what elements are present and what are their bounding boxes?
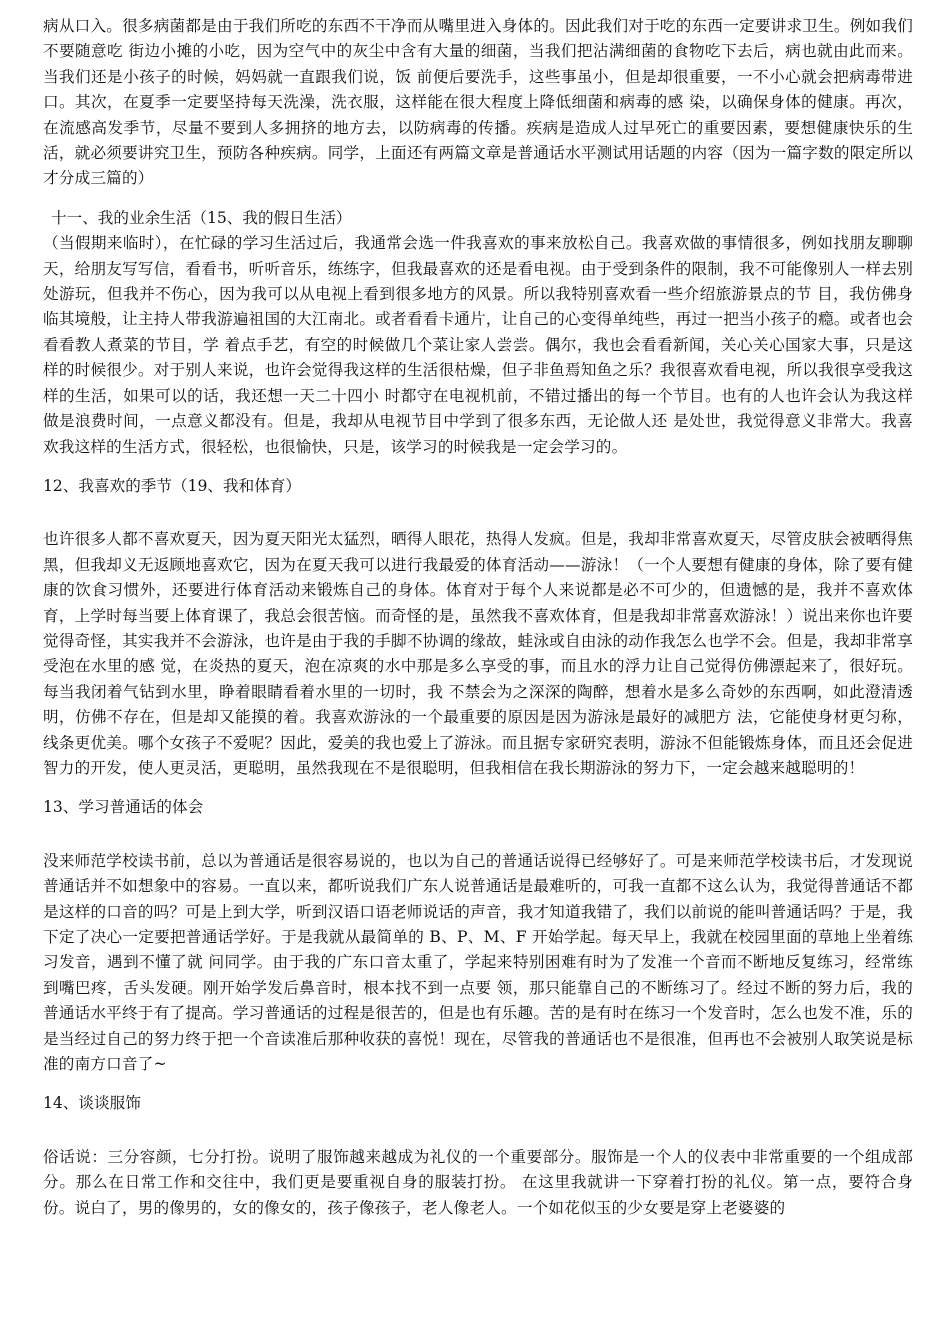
document-page (43, 14, 913, 1221)
heading-favorite-season: 12、我喜欢的季节（19、我和体育） (43, 476, 301, 495)
heading-spare-time: 十一、我的业余生活（15、我的假日生活） (51, 208, 352, 227)
paragraph-hygiene: 病从口入。很多病菌都是由于我们所吃的东西不干净而从嘴里进入身体的。因此我们对于吃的东西一定要讲求卫生。例如我们不要随意吃 街边小摊的小吃，因为空气中的灰尘中含有大量的细菌，当我们把沾满细菌的食物吃下去后，病也就由此而来。当我们还是小孩子的时候，妈妈就一直跟我们说，饭 前便后要洗手，这些事虽小，但是却很重要，一不小心就会把病毒带进口。其次，在夏季一定要坚持每天洗澡，洗衣服，这样能在很大程度上降低细菌和病毒的感 染，以确保身体的健康。再次，在流感高发季节，尽量不要到人多拥挤的地方去，以防病毒的传播。疾病是造成人过早死亡的重要因素，要想健康快乐的生活，就必须要讲究卫生，预防各种疾病。同学，上面还有两篇文章是普通话水平测试用话题的内容（因为一篇字数的限定所以才分成三篇的） (43, 17, 913, 188)
paragraph-favorite-season: 也许很多人都不喜欢夏天，因为夏天阳光太猛烈，晒得人眼花，热得人发疯。但是，我却非常喜欢夏天，尽管皮肤会被晒得焦黑，但我却义无返顾地喜欢它，因为在夏天我可以进行我最爱的体育活动——游泳！（一个人要想有健康的身体，除了要有健康的饮食习惯外，还要进行体育活动来锻炼自己的身体。体育对于每个人来说都是必不可少的，但遗憾的是，我并不喜欢体育，上学时每当要上体育课了，我总会很苦恼。而奇怪的是，虽然我不喜欢体育，但是我却非常喜欢游泳！）说出来你也许要觉得奇怪，其实我并不会游泳，也许是由于我的手脚不协调的缘故，蛙泳或自由泳的动作我怎么也学不会。但是，我却非常享受泡在水里的感 觉，在炎热的夏天，泡在凉爽的水中那是多么享受的事，而且水的浮力让自己觉得仿佛漂起来了，很好玩。每当我闭着气钻到水里，睁着眼睛看着水里的一切时，我 不禁会为之深深的陶醉，想着水是多么奇妙的东西啊，如此澄清透明，仿佛不存在，但是却又能摸的着。我喜欢游泳的一个最重要的原因是因为游泳是最好的减肥方 法，它能使身材更匀称，线条更优美。哪个女孩子不爱呢？因此，爱美的我也爱上了游泳。而且据专家研究表明，游泳不但能锻炼身体，而且还会促进智力的开发，使人更灵活，更聪明，虽然我现在不是很聪明，但我相信在我长期游泳的努力下，一定会越来越聪明的！ (43, 530, 913, 777)
heading-clothing: 14、谈谈服饰 (43, 1094, 141, 1113)
paragraph-clothing: 俗话说：三分容颜，七分打扮。说明了服饰越来越成为礼仪的一个重要部分。服饰是一个人的仪表中非常重要的一个组成部分。那么在日常工作和交往中，我们更是要重视自身的服装打扮。 在这里我就讲一下穿着打扮的礼仪。第一点，要符合身份。说白了，男的像男的，女的像女的，孩子像孩子，老人像老人。一个如花似玉的少女要是穿上老婆婆的 (43, 1147, 913, 1217)
paragraph-spare-time: （当假期来临时），在忙碌的学习生活过后，我通常会选一件我喜欢的事来放松自己。我喜欢做的事情很多，例如找朋友聊聊天，给朋友写写信，看看书，听听音乐，练练字，但我最喜欢的还是看电视。由于受到条件的限制，我不可能像别人一样去别处游玩，但我并不伤心，因为我可以从电视上看到很多地方的风景。所以我特别喜欢看一些介绍旅游景点的节 目，我仿佛身临其境般，让主持人带我游遍祖国的大江南北。或者看看卡通片，让自己的心变得单纯些，再过一把当小孩子的瘾。或者也会看看教人煮菜的节目，学 着点手艺，有空的时候做几个菜让家人尝尝。偶尔，我也会看看新闻，关心关心国家大事，只是这样的时候很少。对于别人来说，也许会觉得我这样的生活很枯燥，但子非鱼焉知鱼之乐？我很喜欢看电视，所以我很享受我这样的生活，如果可以的话，我还想一天二十四小 时都守在电视机前，不错过播出的每一个节目。也有的人也许会认为我这样做是浪费时间，一点意义都没有。但是，我却从电视节目中学到了很多东西，无论做人还 是处世，我觉得意义非常大。我喜欢我这样的生活方式，很轻松，也很愉快，只是，该学习的时候我是一定会学习的。 (43, 234, 913, 456)
paragraph-learning-mandarin: 没来师范学校读书前，总以为普通话是很容易说的，也以为自己的普通话说得已经够好了。可是来师范学校读书后，才发现说普通话并不如想象中的容易。一直以来，都听说我们广东人说普通话是最难听的，可我一直都不这么认为，我觉得普通话不都是这样的口音的吗？可是上到大学，听到汉语口语老师说话的声音，我才知道我错了，我们以前说的能叫普通话吗？于是，我下定了决心一定要把普通话学好。于是我就从最简单的 B、P、M、F 开始学起。每天早上，我就在校园里面的草地上坐着练习发音，遇到不懂了就 问同学。由于我的广东口音太重了，学起来特别困难有时为了发准一个音而不断地反复练习，经常练到嘴巴疼，舌头发硬。刚开始学发后鼻音时，根本找不到一点要 领，那只能靠自己的不断练习了。经过不断的努力后，我的普通话水平终于有了提高。学习普通话的过程是很苦的，但是也有乐趣。苦的是有时在练习一个发音时，怎么也发不准，乐的是当经过自己的努力终于把一个音读准后那种收获的喜悦！现在，尽管我的普通话也不是很准，但再也不会被别人取笑说是标准的南方口音了~ (43, 851, 913, 1074)
heading-learning-mandarin: 13、学习普通话的体会 (43, 798, 204, 817)
